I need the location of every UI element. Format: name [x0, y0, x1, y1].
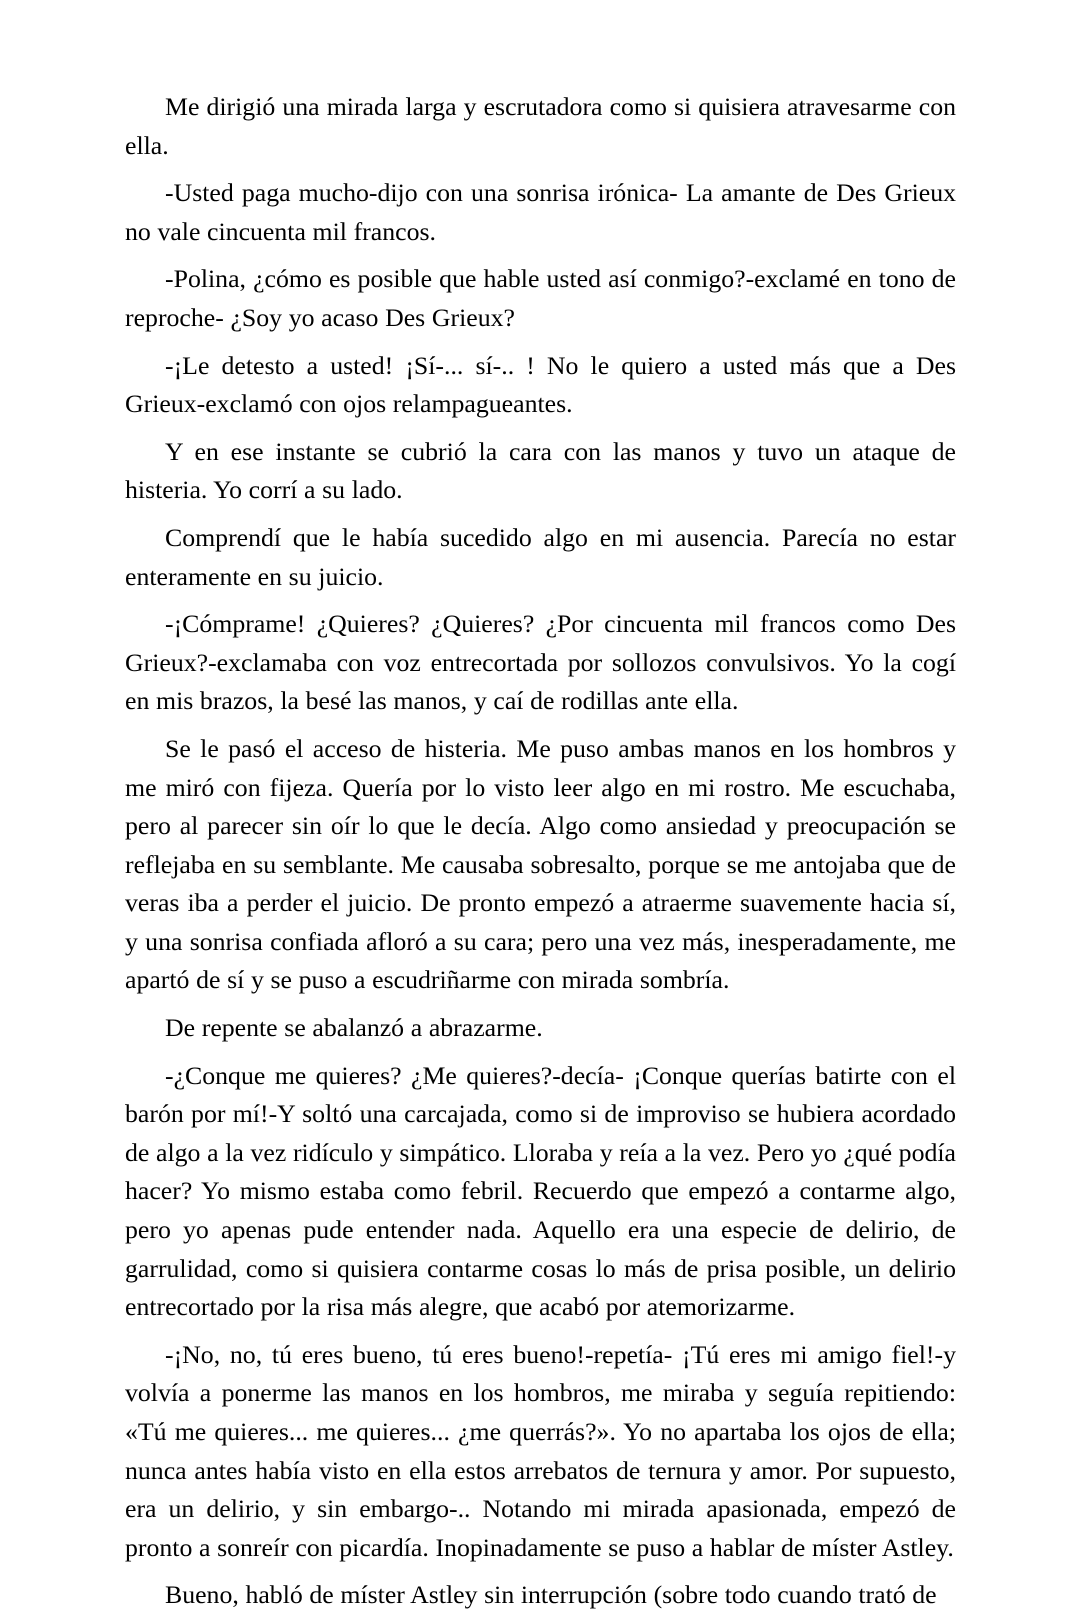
page-text-body: [125, 88, 956, 1615]
paragraph: Se le pasó el acceso de histeria. Me puso ambas manos en los hombros y me miró con fijeza. Quería por lo visto leer algo en mi rostro. Me escuchaba, pero al parecer sin oír lo que le decía. Algo como ansiedad y preocupación se reflejaba en su semblante. Me causaba sobresalto, porque se me antojaba que de veras iba a perder el juicio. De pronto empezó a atraerme suavemente hacia sí, y una sonrisa confiada afloró a su cara; pero una vez más, inesperadamente, me apartó de sí y se puso a escudriñarme con mirada sombría.: [125, 733, 956, 995]
paragraph: -Polina, ¿cómo es posible que hable usted así conmigo?-exclamé en tono de reproche- ¿Soy yo acaso Des Grieux?: [125, 264, 956, 332]
paragraph: Me dirigió una mirada larga y escrutadora como si quisiera atravesarme con ella.: [125, 92, 956, 160]
paragraph: -¡No, no, tú eres bueno, tú eres bueno!-repetía- ¡Tú eres mi amigo fiel!-y volvía a ponerme las manos en los hombros, me miraba y seguía repitiendo: «Tú me quieres... me quieres... ¿me querrás?». Yo no apartaba los ojos de ella; nunca antes había visto en ella estos arrebatos de ternura y amor. Por supuesto, era un delirio, y sin embargo-.. Notando mi mirada apasionada, empezó de pronto a sonreír con picardía. Inopinadamente se puso a hablar de míster Astley.: [125, 1339, 956, 1562]
paragraph: De repente se abalanzó a abrazarme.: [165, 1013, 543, 1043]
paragraph: Bueno, habló de míster Astley sin interrupción (sobre todo cuando trató de: [165, 1580, 937, 1610]
paragraph: -¡Cómprame! ¿Quieres? ¿Quieres? ¿Por cincuenta mil francos como Des Grieux?-exclamaba con voz entrecortada por sollozos convulsivos. Yo la cogí en mis brazos, la besé las manos, y caí de rodillas ante ella.: [125, 609, 956, 716]
paragraph: Comprendí que le había sucedido algo en mi ausencia. Parecía no estar enteramente en su juicio.: [125, 522, 956, 591]
paragraph: -Usted paga mucho-dijo con una sonrisa irónica- La amante de Des Grieux no vale cincuenta mil francos.: [125, 178, 956, 246]
paragraph: Y en ese instante se cubrió la cara con las manos y tuvo un ataque de histeria. Yo corrí a su lado.: [125, 436, 956, 505]
paragraph: -¡Le detesto a usted! ¡Sí-... sí-.. ! No le quiero a usted más que a Des Grieux-exclamó con ojos relampagueantes.: [125, 350, 956, 419]
paragraph: -¿Conque me quieres? ¿Me quieres?-decía- ¡Conque querías batirte con el barón por mí!-Y soltó una carcajada, como si de improviso se hubiera acordado de algo a la vez ridículo y simpático. Lloraba y reía a la vez. Pero yo ¿qué podía hacer? Yo mismo estaba como febril. Recuerdo que empezó a contarme algo, pero yo apenas pude entender nada. Aquello era una especie de delirio, de garrulidad, como si quisiera contarme cosas lo más de prisa posible, un delirio entrecortado por la risa más alegre, que acabó por atemorizarme.: [125, 1060, 956, 1322]
